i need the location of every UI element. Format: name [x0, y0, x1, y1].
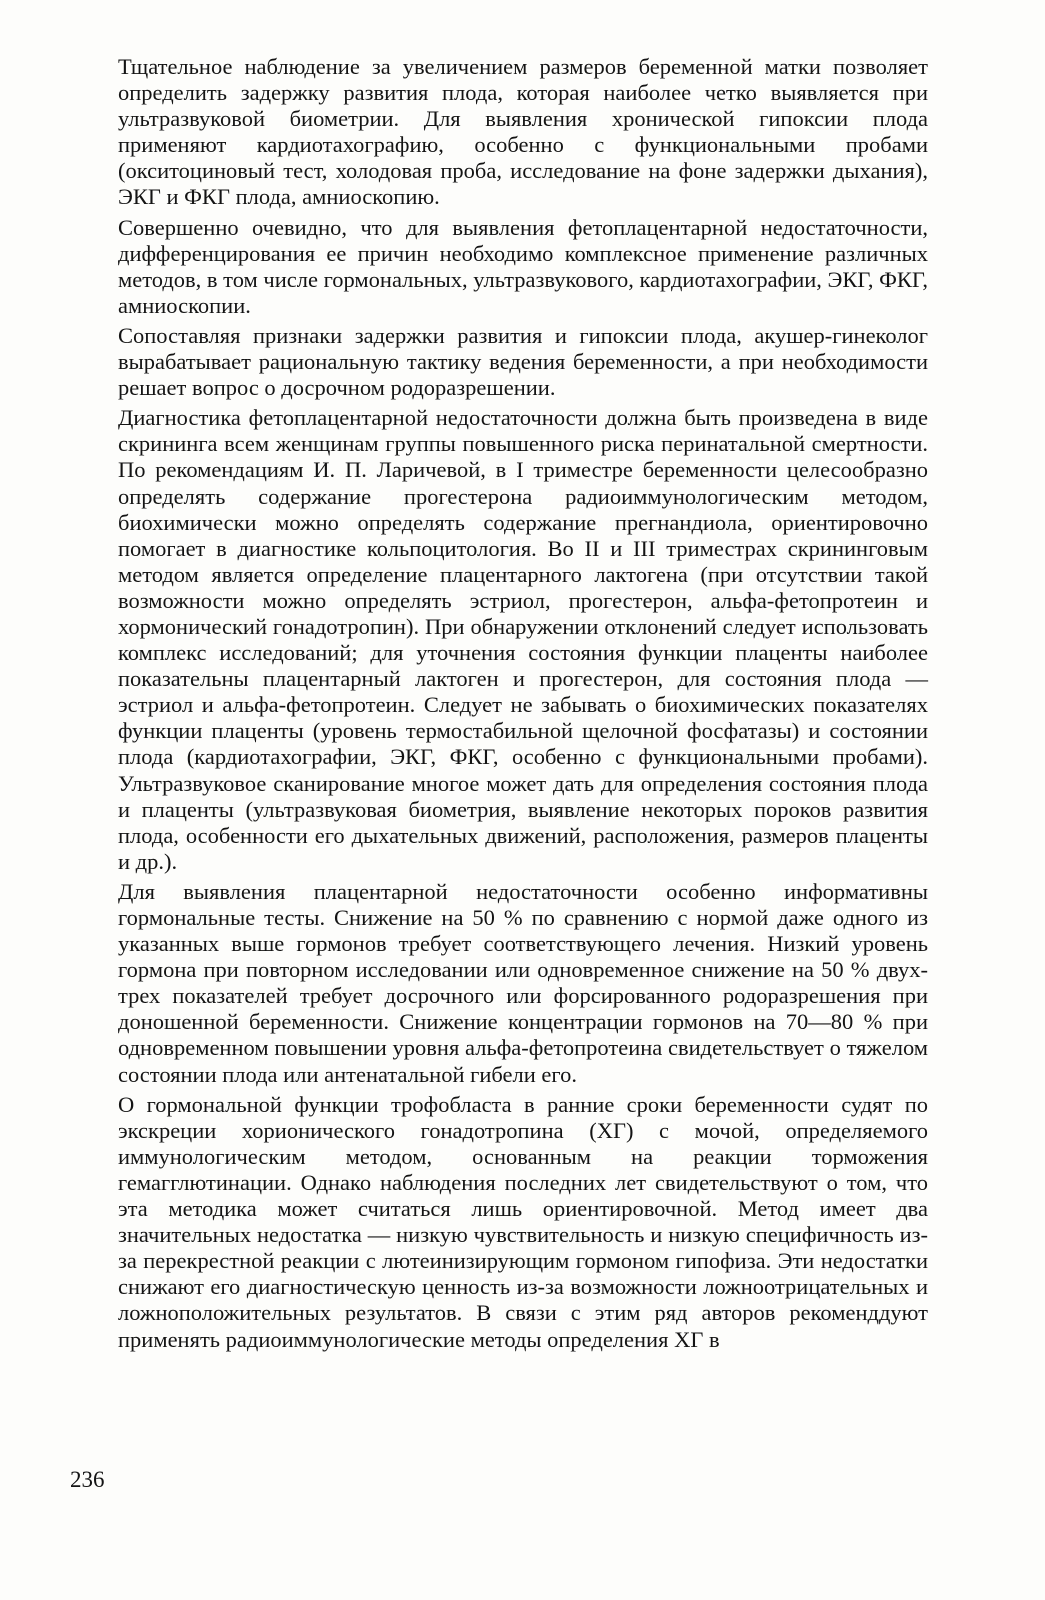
paragraph-1: Тщательное наблюдение за увеличением размеров беременной матки позволяет определить задержку развития плода, которая наиболее четко выявляется при ультразвуковой биометрии. Для выявления хронической гипоксии плода применяют кардиотахографию, особенно с функциональными пробами (окситоциновый тест, холодовая проба, исследование на фоне задержки дыхания), ЭКГ и ФКГ плода, амниоскопию. [118, 54, 928, 210]
paragraph-3: Сопоставляя признаки задержки развития и гипоксии плода, акушер-гинеколог вырабатывает рациональную тактику ведения беременности, а при необходимости решает вопрос о досрочном родоразрешении. [118, 322, 928, 401]
paragraph-2: Совершенно очевидно, что для выявления фетоплацентарной недостаточности, дифференцирования ее причин необходимо комплексное применение различных методов, в том числе гормональных, ультразвукового, кардиотахографии, ЭКГ, ФКГ, амниоскопии. [118, 214, 928, 318]
paragraph-5: Для выявления плацентарной недостаточности особенно информативны гормональные тесты. Снижение на 50 % по сравнению с нормой даже одного из указанных выше гормонов требует соответствующего лечения. Низкий уровень гормона при повторном исследовании или одновременное снижение на 50 % двух-трех показателей требует досрочного или форсированного родоразрешения при доношенной беременности. Снижение концентрации гормонов на 70—80 % при одновременном повышении уровня альфа-фетопротеина свидетельствует о тяжелом состоянии плода или антенатальной гибели его. [118, 878, 928, 1087]
page-number: 236 [70, 1467, 105, 1492]
paragraph-4: Диагностика фетоплацентарной недостаточности должна быть произведена в виде скрининга всем женщинам группы повышенного риска перинатальной смертности. По рекомендациям И. П. Ларичевой, в I триместре беременности целесообразно определять содержание прогестерона радиоиммунологическим методом, биохимически можно определять содержание прегнандиола, ориентировочно помогает в диагностике кольпоцитология. Во II и III триместрах скрининговым методом является определение плацентарного лактогена (при отсутствии такой возможности можно определять эстриол, прогестерон, альфа-фетопротеин и хормонический гонадотропин). При обнаружении отклонений следует использовать комплекс исследований; для уточнения состояния функции плаценты наиболее показательны плацентарный лактоген и прогестерон, для состояния плода — эстриол и альфа-фетопротеин. Следует не забывать о биохимических показателях функции плаценты (уровень термостабильной щелочной фосфатазы) и состоянии плода (кардиотахографии, ЭКГ, ФКГ, особенно с функциональными пробами). Ультразвуковое сканирование многое может дать для определения состояния плода и плаценты (ультразвуковая биометрия, выявление некоторых пороков развития плода, особенности его дыхательных движений, расположения, размеров плаценты и др.). [118, 405, 928, 874]
body-text [118, 54, 928, 1357]
paragraph-6: О гормональной функции трофобласта в ранние сроки беременности судят по экскреции хорионического гонадотропина (ХГ) с мочой, определяемого иммунологическим методом, основанным на реакции торможения гемагглютинации. Однако наблюдения последних лет свидетельствуют о том, что эта методика может считаться лишь ориентировочной. Метод имеет два значительных недостатка — низкую чувствительность и низкую специфичность из-за перекрестной реакции с лютеинизирующим гормоном гипофиза. Эти недостатки снижают его диагностическую ценность из-за возможности ложноотрицательных и ложноположительных результатов. В связи с этим ряд авторов рекоменддуют применять радиоиммунологические методы определения ХГ в [118, 1091, 928, 1352]
